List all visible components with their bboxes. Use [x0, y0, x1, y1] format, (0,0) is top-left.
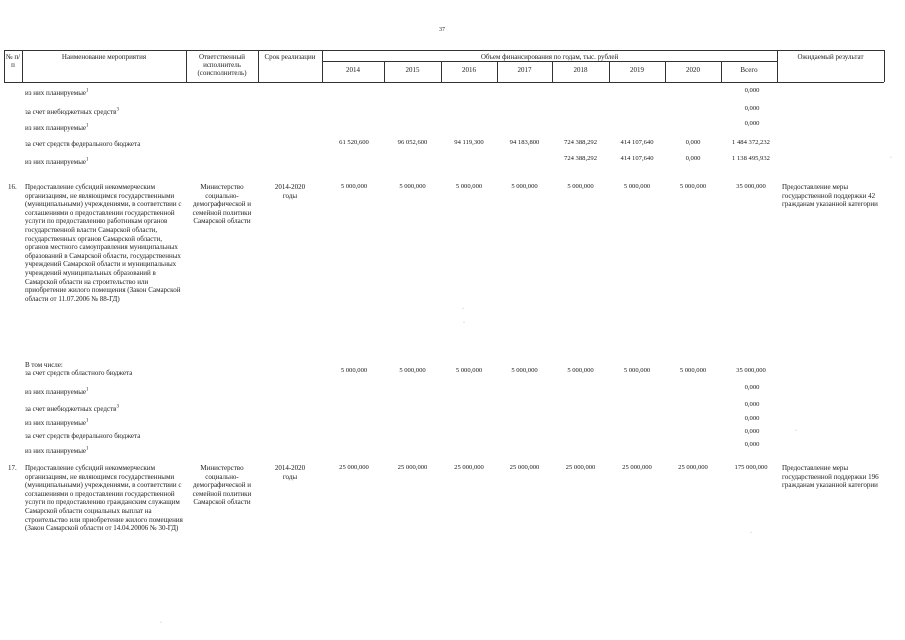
sub-row-6-total: 0,000 — [744, 441, 760, 448]
scan-speck: · — [160, 620, 162, 626]
value-2016: 94 119,300 — [454, 139, 484, 146]
value-2017: 25 000,000 — [509, 464, 540, 471]
value-2019: 25 000,000 — [622, 464, 652, 471]
value-2014: 25 000,000 — [339, 464, 369, 471]
header-year-2017: 2017 — [517, 66, 532, 74]
sub-row-1-2017: 5 000,000 — [511, 367, 538, 374]
item-name: Предоставление субсидий некоммерческим организациям, не являющимся государственными (муниципальными) учреждениями, в соответствии с соглашениями о предоставлении государственной услуги по предоставлению гражданским служащим Самарской области социальных выплат на строительство или приобретение жилого помещения (Закон Самарской области от 14.04.20006 № 30-ГД) — [25, 464, 183, 533]
total-value: 1 138 495,932 — [732, 155, 770, 162]
header-year-2016: 2016 — [462, 66, 476, 74]
item-executor: Министерство социально-демографической и семейной политики Самарской области — [192, 464, 252, 507]
total-value: 1 484 372,232 — [732, 139, 770, 146]
including-label: В том числе: — [25, 361, 63, 369]
sub-row-1-2015: 5 000,000 — [399, 367, 426, 374]
sub-row-1-2018: 5 000,000 — [567, 367, 594, 374]
value-2019: 414 107,640 — [620, 139, 654, 146]
sub-row-1-2014: 5 000,000 — [340, 367, 368, 374]
sub-row-6-label: из них планируемые$^1$ — [25, 446, 89, 455]
header-col-no: № п/п — [5, 53, 21, 69]
header-col-finance: Объем финансирования по годам, тыс. рублей — [480, 53, 619, 61]
value-2020: 25 000,000 — [678, 464, 708, 471]
header-col-period: Срок реализации — [264, 53, 316, 61]
header-col-name: Наименование мероприятия — [61, 53, 147, 61]
page-number: 37 — [439, 27, 445, 33]
value-2020: 0,000 — [685, 139, 701, 146]
sub-row-1-2016: 5 000,000 — [455, 367, 483, 374]
sub-row-1-2019: 5 000,000 — [623, 367, 651, 374]
sub-row-3-label: за счет внебюджетных средств$^3$ — [25, 404, 119, 413]
sub-row-5-total: 0,000 — [744, 428, 760, 435]
item-result: Предоставление меры государственной поддержки 42 гражданам указанной категории — [782, 183, 878, 209]
value-2015: 96 052,600 — [397, 139, 428, 146]
value-2016: 5 000,000 — [455, 183, 483, 190]
scan-speck: · — [750, 530, 752, 536]
value-2016: 25 000,000 — [454, 464, 484, 471]
header-year-2020: 2020 — [686, 66, 700, 74]
row-label: за счет внебюджетных средств$^3$ — [25, 107, 119, 116]
sub-row-2-total: 0,000 — [744, 384, 760, 391]
header-divider-7 — [884, 50, 885, 82]
header-col-result: Ожидаемый результат — [797, 53, 864, 61]
value-2017: 94 183,800 — [509, 139, 540, 146]
item-number: 17. — [8, 464, 17, 472]
scan-speck: · — [890, 155, 892, 161]
value-2018: 25 000,000 — [565, 464, 596, 471]
scan-speck: · — [462, 306, 464, 312]
total-value: 175 000,000 — [734, 464, 768, 471]
row-label: из них планируемые$^1$ — [25, 157, 89, 166]
value-2020: 5 000,000 — [679, 183, 707, 190]
sub-row-5-label: за счет средств федерального бюджета — [25, 432, 141, 440]
row-label: за счет средств федерального бюджета — [25, 140, 141, 148]
sub-row-2-label: из них планируемые$^1$ — [25, 387, 89, 396]
value-2015: 5 000,000 — [399, 183, 426, 190]
value-2020: 0,000 — [685, 155, 701, 162]
item-period: 2014-2020 годы — [274, 464, 306, 481]
item-result: Предоставление меры государственной поддержки 196 гражданам указанной категории — [782, 464, 879, 490]
header-year-2018: 2018 — [573, 66, 588, 74]
total-value: 35 000,000 — [736, 183, 766, 190]
header-year-2019: 2019 — [630, 66, 644, 74]
total-value: 0,000 — [744, 105, 760, 112]
value-2018: 724 388,292 — [564, 139, 597, 146]
total-value: 0,000 — [744, 120, 760, 127]
item-period: 2014-2020 годы — [274, 183, 306, 200]
item-executor: Министерство социально-демографической и семейной политики Самарской области — [192, 183, 252, 226]
sub-row-1-total: 35 000,000 — [736, 367, 766, 374]
header-top-border — [4, 50, 884, 51]
value-2018: 5 000,000 — [567, 183, 594, 190]
value-2014: 5 000,000 — [340, 183, 368, 190]
value-2019: 414 107,640 — [620, 155, 654, 162]
item-name: Предоставление субсидий некоммерческим организациям, не являющимся государственными (муниципальными) учреждениями, в соответствии с соглашениями о предоставлении государственной услуги по предоставлению работникам органов государственной власти Самарской области, государственных органов Самарской области, органов местного самоуправления муниципальных образований в Самарской области, государственных учреждений Самарской области и муниципальных учреждений муниципальных образований в Самарской области на строительство или приобретение жилого помещения (Закон Самарской области от 11.07.2006 № 88-ГД) — [25, 183, 182, 303]
row-label: из них планируемые$^1$ — [25, 88, 89, 97]
value-2014: 61 520,600 — [339, 139, 369, 146]
value-2018: 724 388,292 — [564, 155, 597, 162]
value-2015: 25 000,000 — [397, 464, 428, 471]
scan-speck: · — [795, 428, 797, 434]
item-number: 16. — [8, 183, 17, 191]
header-divider-2 — [22, 50, 23, 82]
header-bottom-border — [4, 82, 884, 83]
header-year-2015: 2015 — [405, 66, 420, 74]
sub-row-4-total: 0,000 — [744, 415, 760, 422]
sub-row-3-total: 0,000 — [744, 401, 760, 408]
value-2019: 5 000,000 — [623, 183, 651, 190]
sub-row-1-2020: 5 000,000 — [679, 367, 707, 374]
header-col-executor: Ответственный исполнитель (соисполнитель) — [197, 53, 247, 77]
header-year-2014: 2014 — [346, 66, 360, 74]
total-value: 0,000 — [744, 87, 760, 94]
row-label: из них планируемые$^1$ — [25, 123, 89, 132]
finance-subheader-line — [322, 61, 777, 62]
header-year-total: Всего — [740, 66, 758, 74]
header-divider-3 — [186, 50, 187, 82]
sub-row-1-label: за счет средств областного бюджета — [25, 369, 133, 377]
scan-speck: · — [463, 320, 465, 326]
sub-row-4-label: из них планируемые$^1$ — [25, 418, 89, 427]
value-2017: 5 000,000 — [511, 183, 538, 190]
